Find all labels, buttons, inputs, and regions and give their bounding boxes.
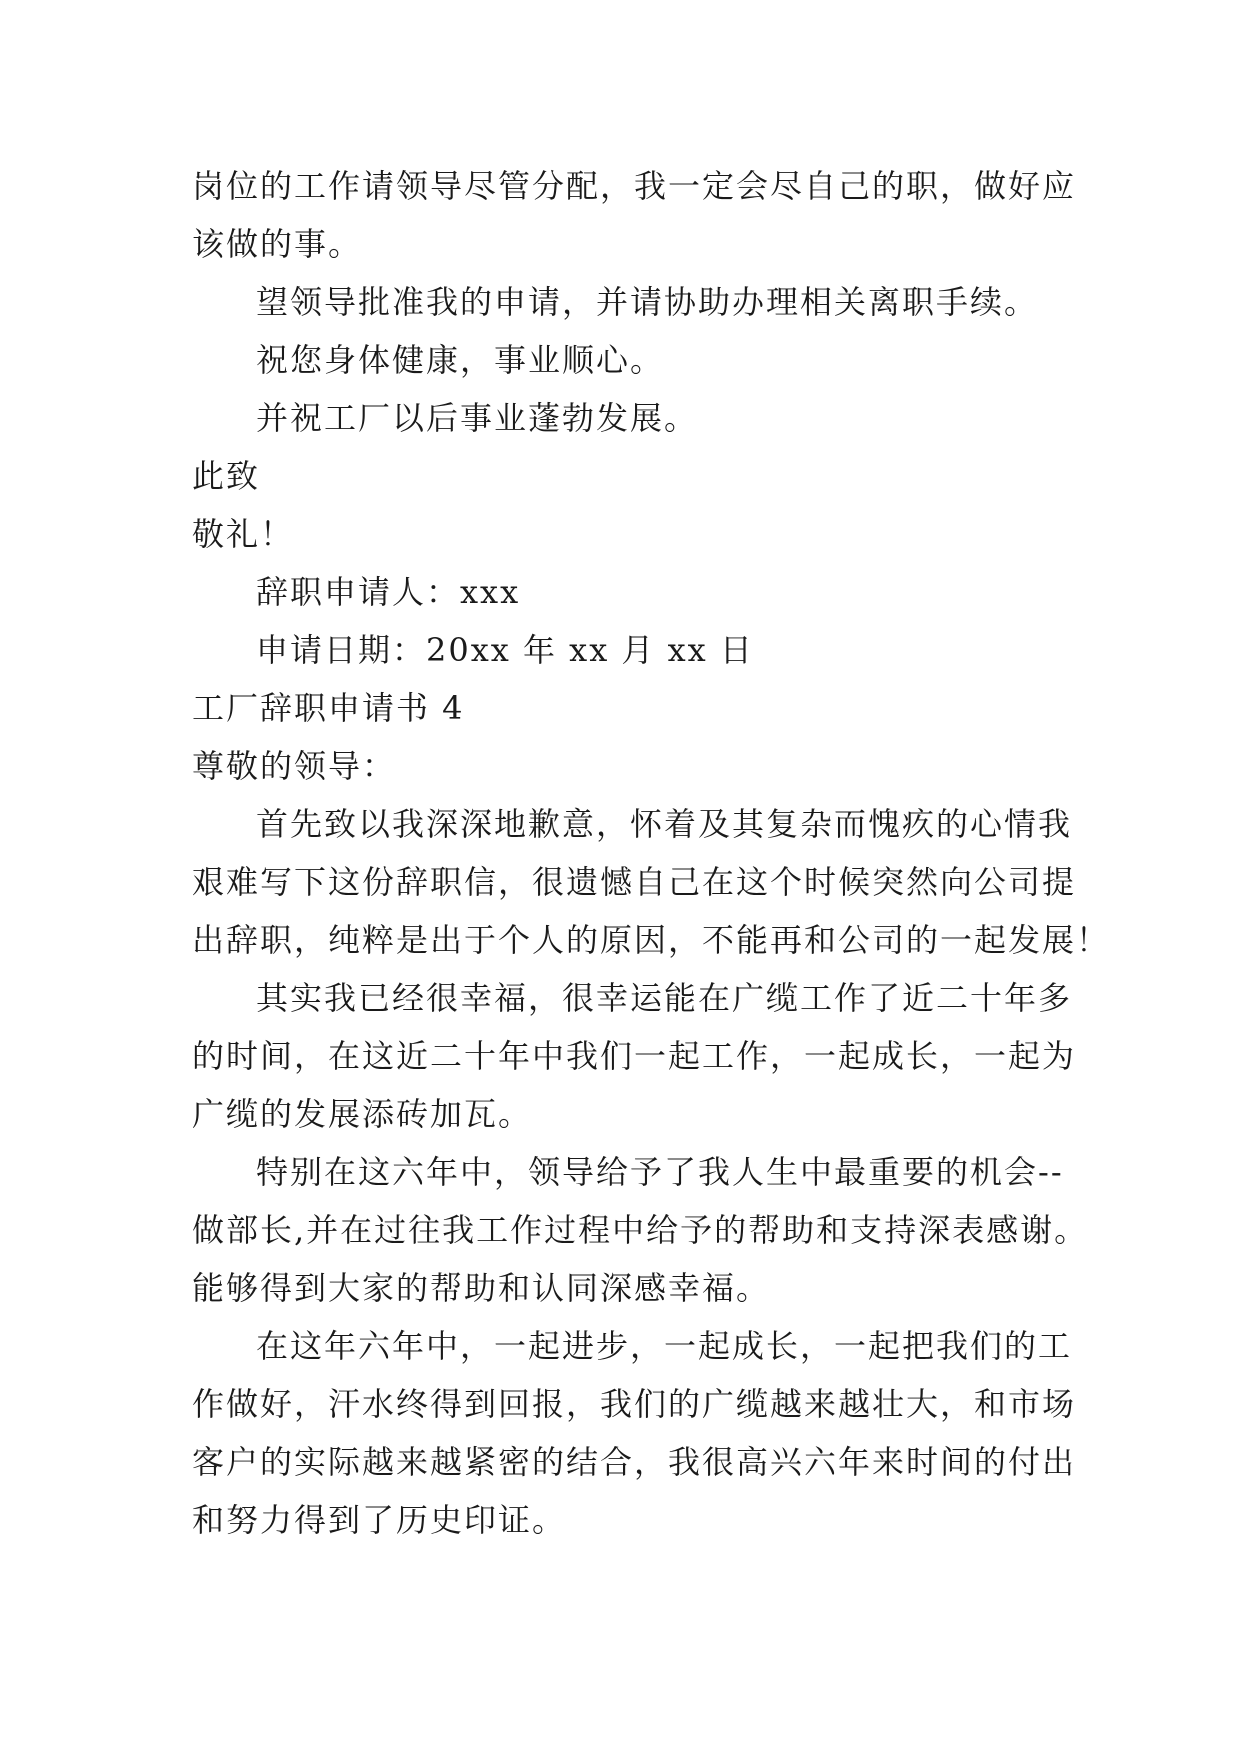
salutation-line: 敬礼！ [192,515,295,553]
body-text-line: 祝您身体健康，事业顺心。 [256,341,665,379]
body-text-line: 岗位的工作请领导尽管分配，我一定会尽自己的职，做好应 [192,167,1077,205]
body-text-line: 广缆的发展添砖加瓦。 [192,1095,533,1133]
body-text-line: 作做好，汗水终得到回报，我们的广缆越来越壮大，和市场 [192,1385,1077,1423]
applicant-line: 辞职申请人：xxx [256,573,521,611]
body-text-line: 该做的事。 [192,225,363,263]
body-text-line: 艰难写下这份辞职信，很遗憾自己在这个时候突然向公司提 [192,863,1077,901]
body-text-line: 做部长,并在过往我工作过程中给予的帮助和支持深表感谢。 [192,1211,1089,1249]
body-text-line: 出辞职，纯粹是出于个人的原因，不能再和公司的一起发展！ [192,921,1111,959]
date-line: 申请日期：20xx 年 xx 月 xx 日 [256,631,754,669]
body-text-line: 和努力得到了历史印证。 [192,1501,567,1539]
body-text-line: 特别在这六年中，领导给予了我人生中最重要的机会-- [256,1153,1064,1191]
body-text-line: 的时间，在这近二十年中我们一起工作，一起成长，一起为 [192,1037,1077,1075]
body-text-line: 客户的实际越来越紧密的结合，我很高兴六年来时间的付出 [192,1443,1077,1481]
body-text-line: 望领导批准我的申请，并请协助办理相关离职手续。 [256,283,1039,321]
body-text-line: 并祝工厂以后事业蓬勃发展。 [256,399,699,437]
body-text-line: 能够得到大家的帮助和认同深感幸福。 [192,1269,771,1307]
body-text-line: 其实我已经很幸福，很幸运能在广缆工作了近二十年多 [256,979,1073,1017]
section-title: 工厂辞职申请书 4 [192,689,465,727]
greeting-line: 尊敬的领导： [192,747,397,785]
body-text-line: 在这年六年中，一起进步，一起成长，一起把我们的工 [256,1327,1073,1365]
closing-line: 此致 [192,457,261,495]
body-text-line: 首先致以我深深地歉意，怀着及其复杂而愧疚的心情我 [256,805,1073,843]
